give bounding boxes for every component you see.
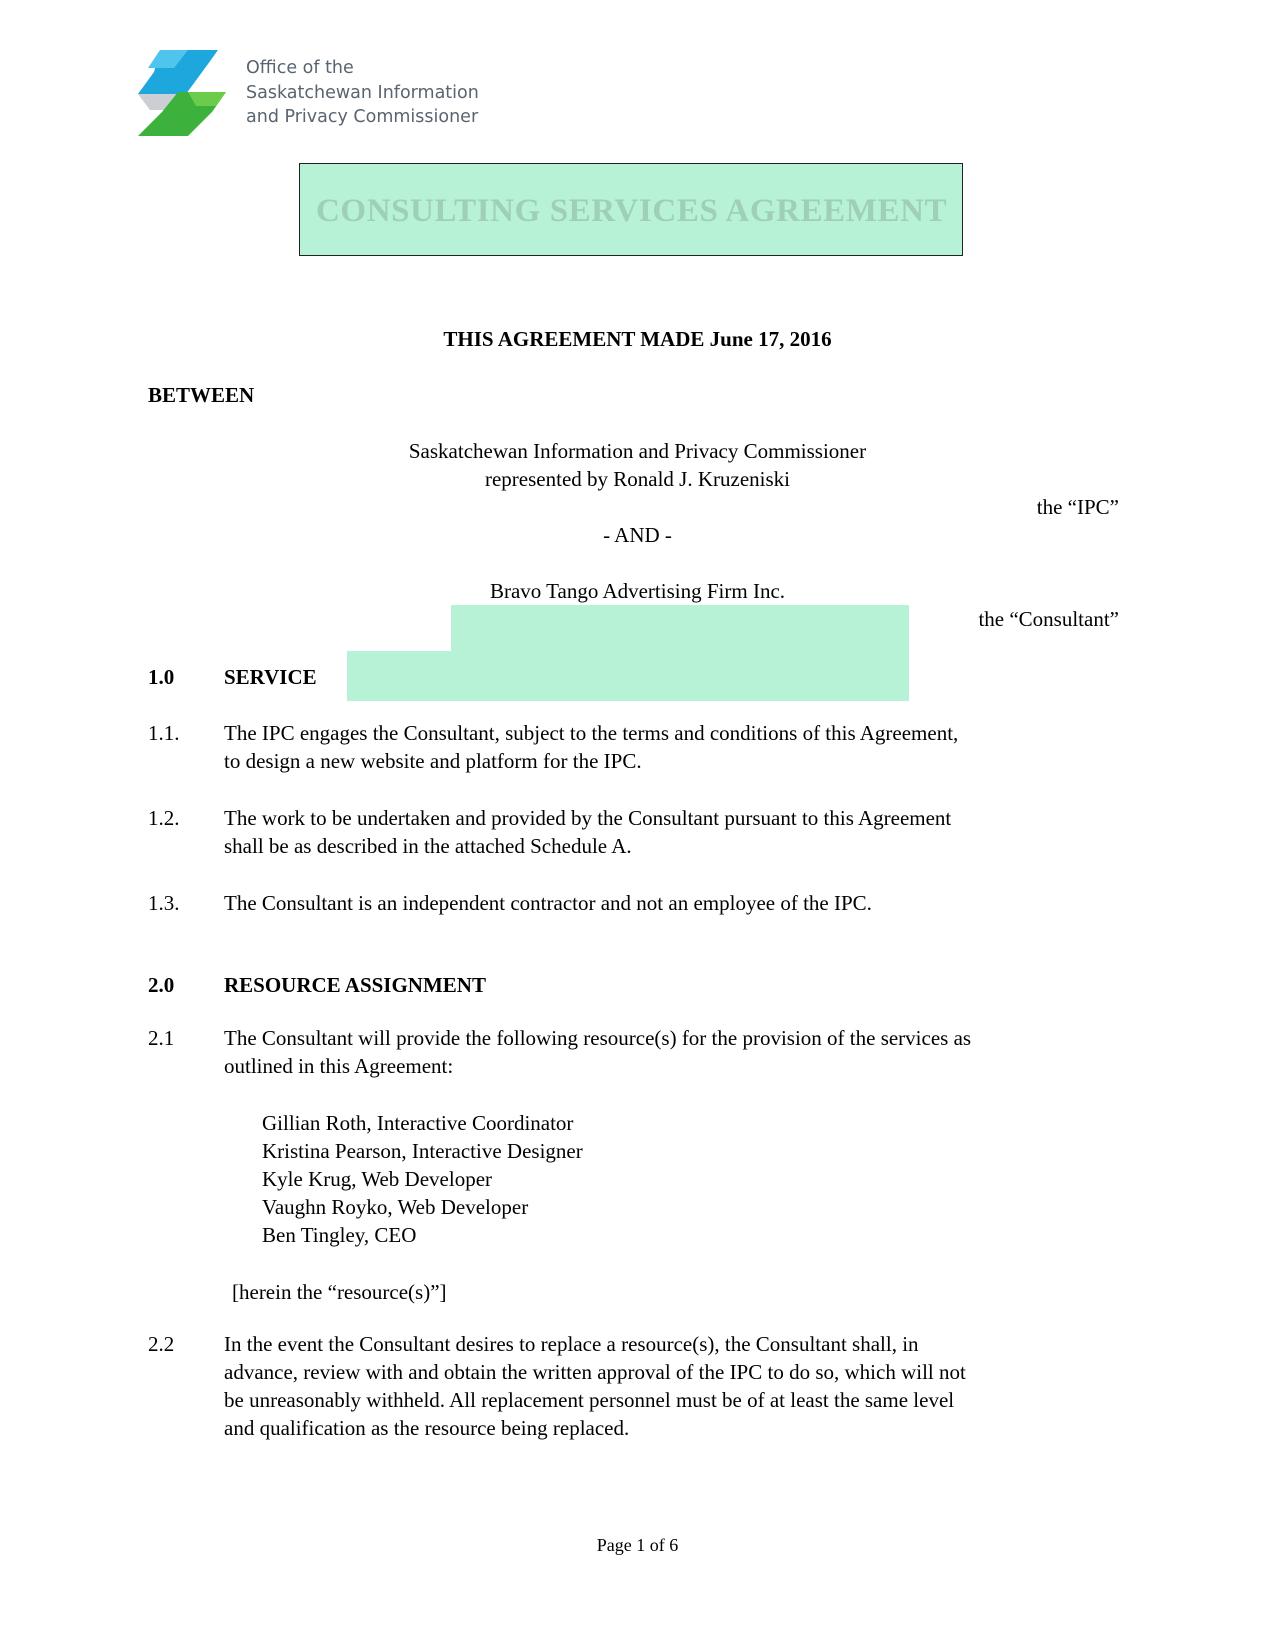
clause-number: 1.1. [148, 721, 180, 745]
clause-text: The Consultant will provide the following resource(s) for the provision of the services as [224, 1026, 972, 1050]
resource-item: Vaughn Royko, Web Developer [262, 1195, 529, 1219]
clause-text: shall be as described in the attached Schedule A. [224, 834, 632, 858]
clause-text: advance, review with and obtain the written approval of the IPC to do so, which will not [224, 1360, 966, 1384]
redaction-block [451, 605, 909, 652]
redaction-block [347, 651, 909, 701]
between-label: BETWEEN [148, 383, 255, 407]
section-heading: SERVICE [224, 665, 317, 689]
logo-line-3: and Privacy Commissioner [246, 107, 479, 127]
resource-item: Kristina Pearson, Interactive Designer [262, 1139, 583, 1163]
and-separator: - AND - [603, 523, 672, 547]
clause-text: and qualification as the resource being replaced. [224, 1416, 630, 1440]
party1-name: Saskatchewan Information and Privacy Commissioner [408, 439, 867, 463]
clause-text: outlined in this Agreement: [224, 1054, 454, 1078]
resource-item: Kyle Krug, Web Developer [262, 1167, 493, 1191]
document-title: CONSULTING SERVICES AGREEMENT [316, 193, 948, 229]
herein-note: [herein the “resource(s)”] [232, 1280, 447, 1304]
logo-line-2: Saskatchewan Information [246, 82, 479, 103]
party2-alias: the “Consultant” [978, 607, 1119, 631]
clause-number: 2.2 [148, 1332, 175, 1356]
ipc-logo-icon [138, 50, 226, 136]
section-number: 1.0 [148, 665, 175, 689]
logo-wordmark [246, 56, 479, 130]
clause-text: to design a new website and platform for the IPC. [224, 749, 642, 773]
clause-number: 1.3. [148, 891, 180, 915]
agreement-date-line: THIS AGREEMENT MADE June 17, 2016 [443, 327, 832, 351]
section-number: 2.0 [148, 973, 175, 997]
clause-text: In the event the Consultant desires to replace a resource(s), the Consultant shall, in [224, 1332, 919, 1356]
clause-text: be unreasonably withheld. All replacement personnel must be of at least the same level [224, 1388, 955, 1412]
resource-item: Ben Tingley, CEO [262, 1223, 417, 1247]
party2-name: Bravo Tango Advertising Firm Inc. [489, 579, 786, 603]
section-heading: RESOURCE ASSIGNMENT [224, 973, 486, 997]
clause-text: The Consultant is an independent contractor and not an employee of the IPC. [224, 891, 872, 915]
clause-text: The work to be undertaken and provided by the Consultant pursuant to this Agreement [224, 806, 952, 830]
logo-line-1: Office of the [246, 58, 354, 78]
page-number: Page 1 of 6 [596, 1535, 679, 1555]
resource-item: Gillian Roth, Interactive Coordinator [262, 1111, 574, 1135]
clause-text: The IPC engages the Consultant, subject to the terms and conditions of this Agreement, [224, 721, 959, 745]
clause-number: 2.1 [148, 1026, 175, 1050]
party1-alias: the “IPC” [1036, 495, 1119, 519]
party1-representative: represented by Ronald J. Kruzeniski [484, 467, 790, 491]
clause-number: 1.2. [148, 806, 180, 830]
